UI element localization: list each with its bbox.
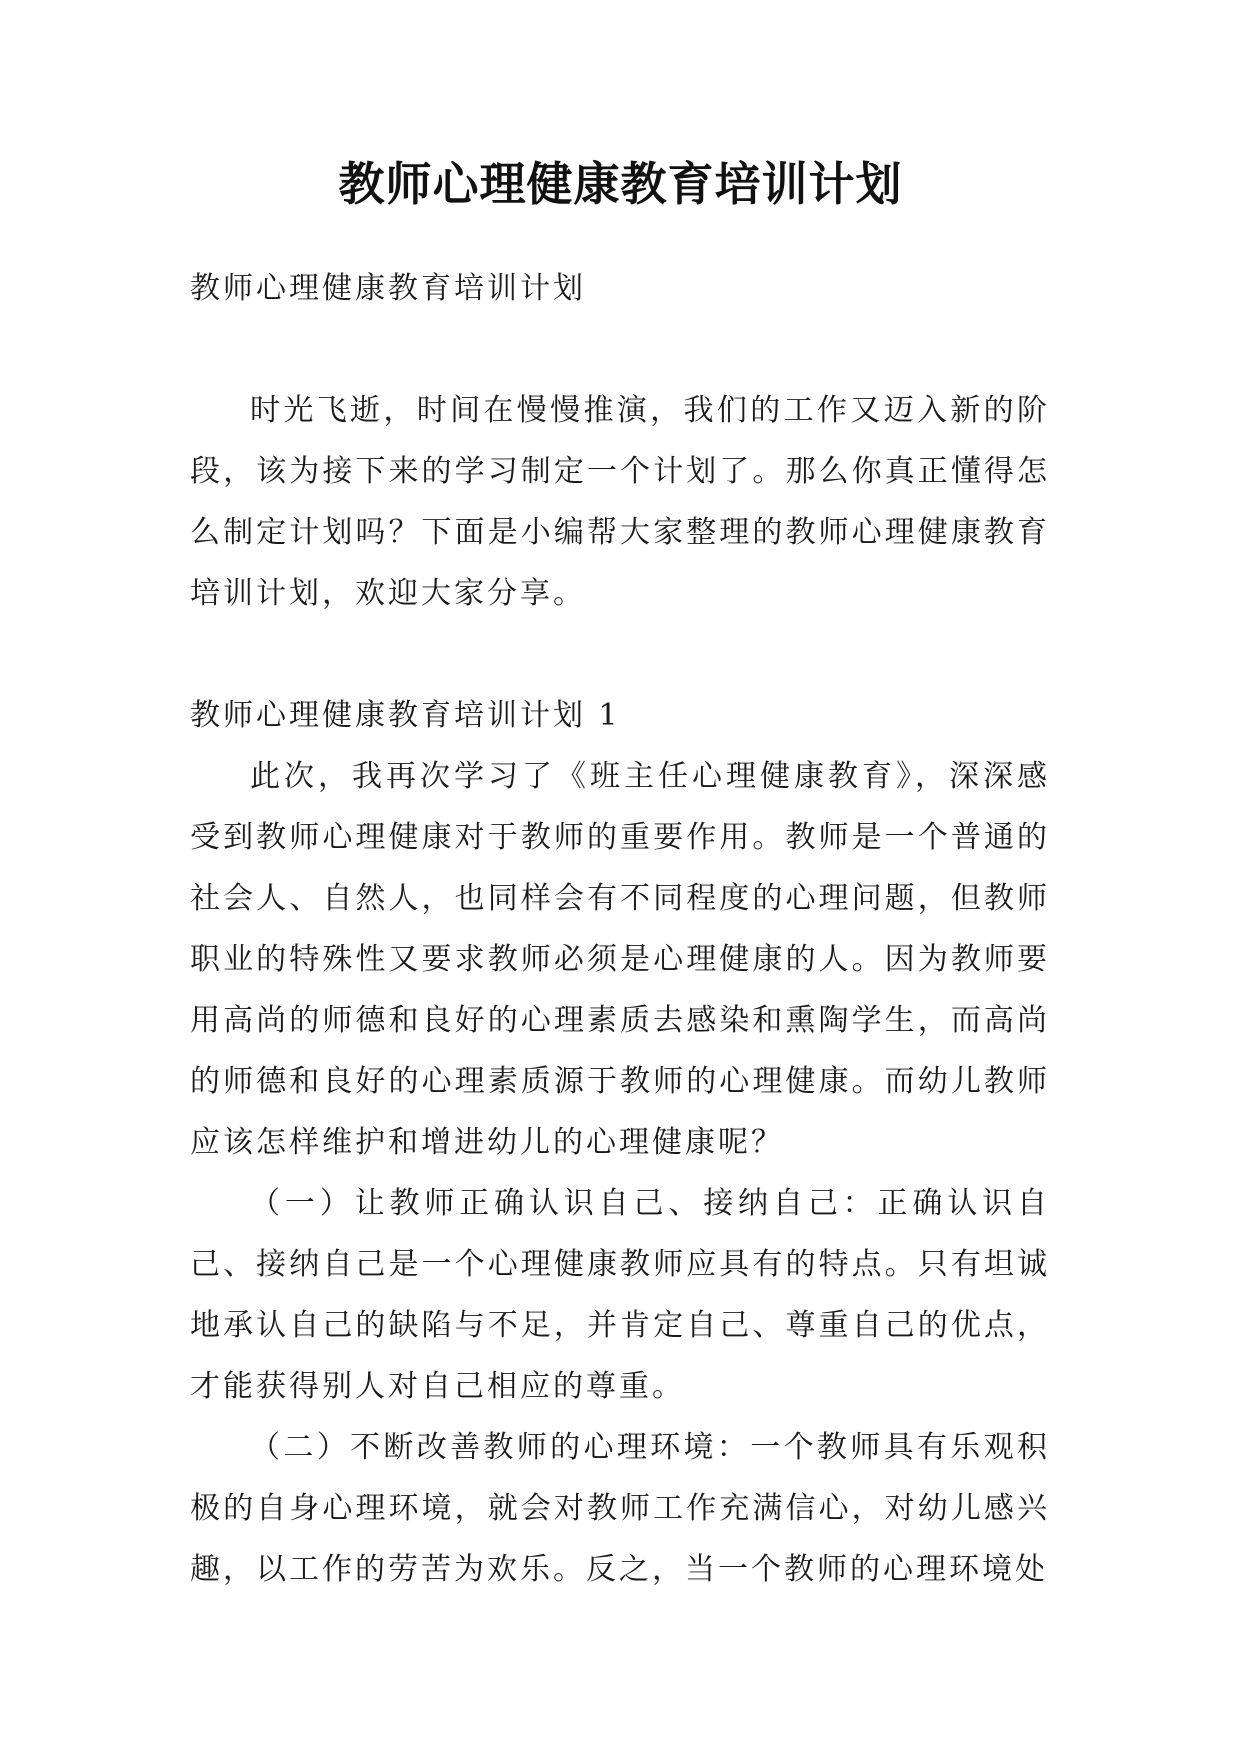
section-heading: 教师心理健康教育培训计划 1 xyxy=(190,698,621,733)
intro-paragraph: 时光飞逝，时间在慢慢推演，我们的工作又迈入新的阶段，该为接下来的学习制定一个计划了。那么你真正懂得怎么制定计划吗？下面是小编帮大家整理的教师心理健康教育培训计划，欢迎大家分享。 xyxy=(190,393,1050,611)
document-subtitle: 教师心理健康教育培训计划 xyxy=(190,271,586,306)
document-body xyxy=(190,258,1050,1600)
body-paragraph-2: （一）让教师正确认识自己、接纳自己：正确认识自己、接纳自己是一个心理健康教师应具有的特点。只有坦诚地承认自己的缺陷与不足，并肯定自己、尊重自己的优点，才能获得别人对自己相应的尊重。 xyxy=(190,1186,1050,1404)
body-paragraph-1: 此次，我再次学习了《班主任心理健康教育》，深深感受到教师心理健康对于教师的重要作用。教师是一个普通的社会人、自然人，也同样会有不同程度的心理问题，但教师职业的特殊性又要求教师必须是心理健康的人。因为教师要用高尚的师德和良好的心理素质去感染和熏陶学生，而高尚的师德和良好的心理素质源于教师的心理健康。而幼儿教师应该怎样维护和增进幼儿的心理健康呢？ xyxy=(190,759,1050,1160)
body-paragraph-3: （二）不断改善教师的心理环境：一个教师具有乐观积极的自身心理环境，就会对教师工作充满信心，对幼儿感兴趣，以工作的劳苦为欢乐。反之，当一个教师的心理环境处 xyxy=(190,1430,1050,1587)
document-title: 教师心理健康教育培训计划 xyxy=(338,157,903,211)
